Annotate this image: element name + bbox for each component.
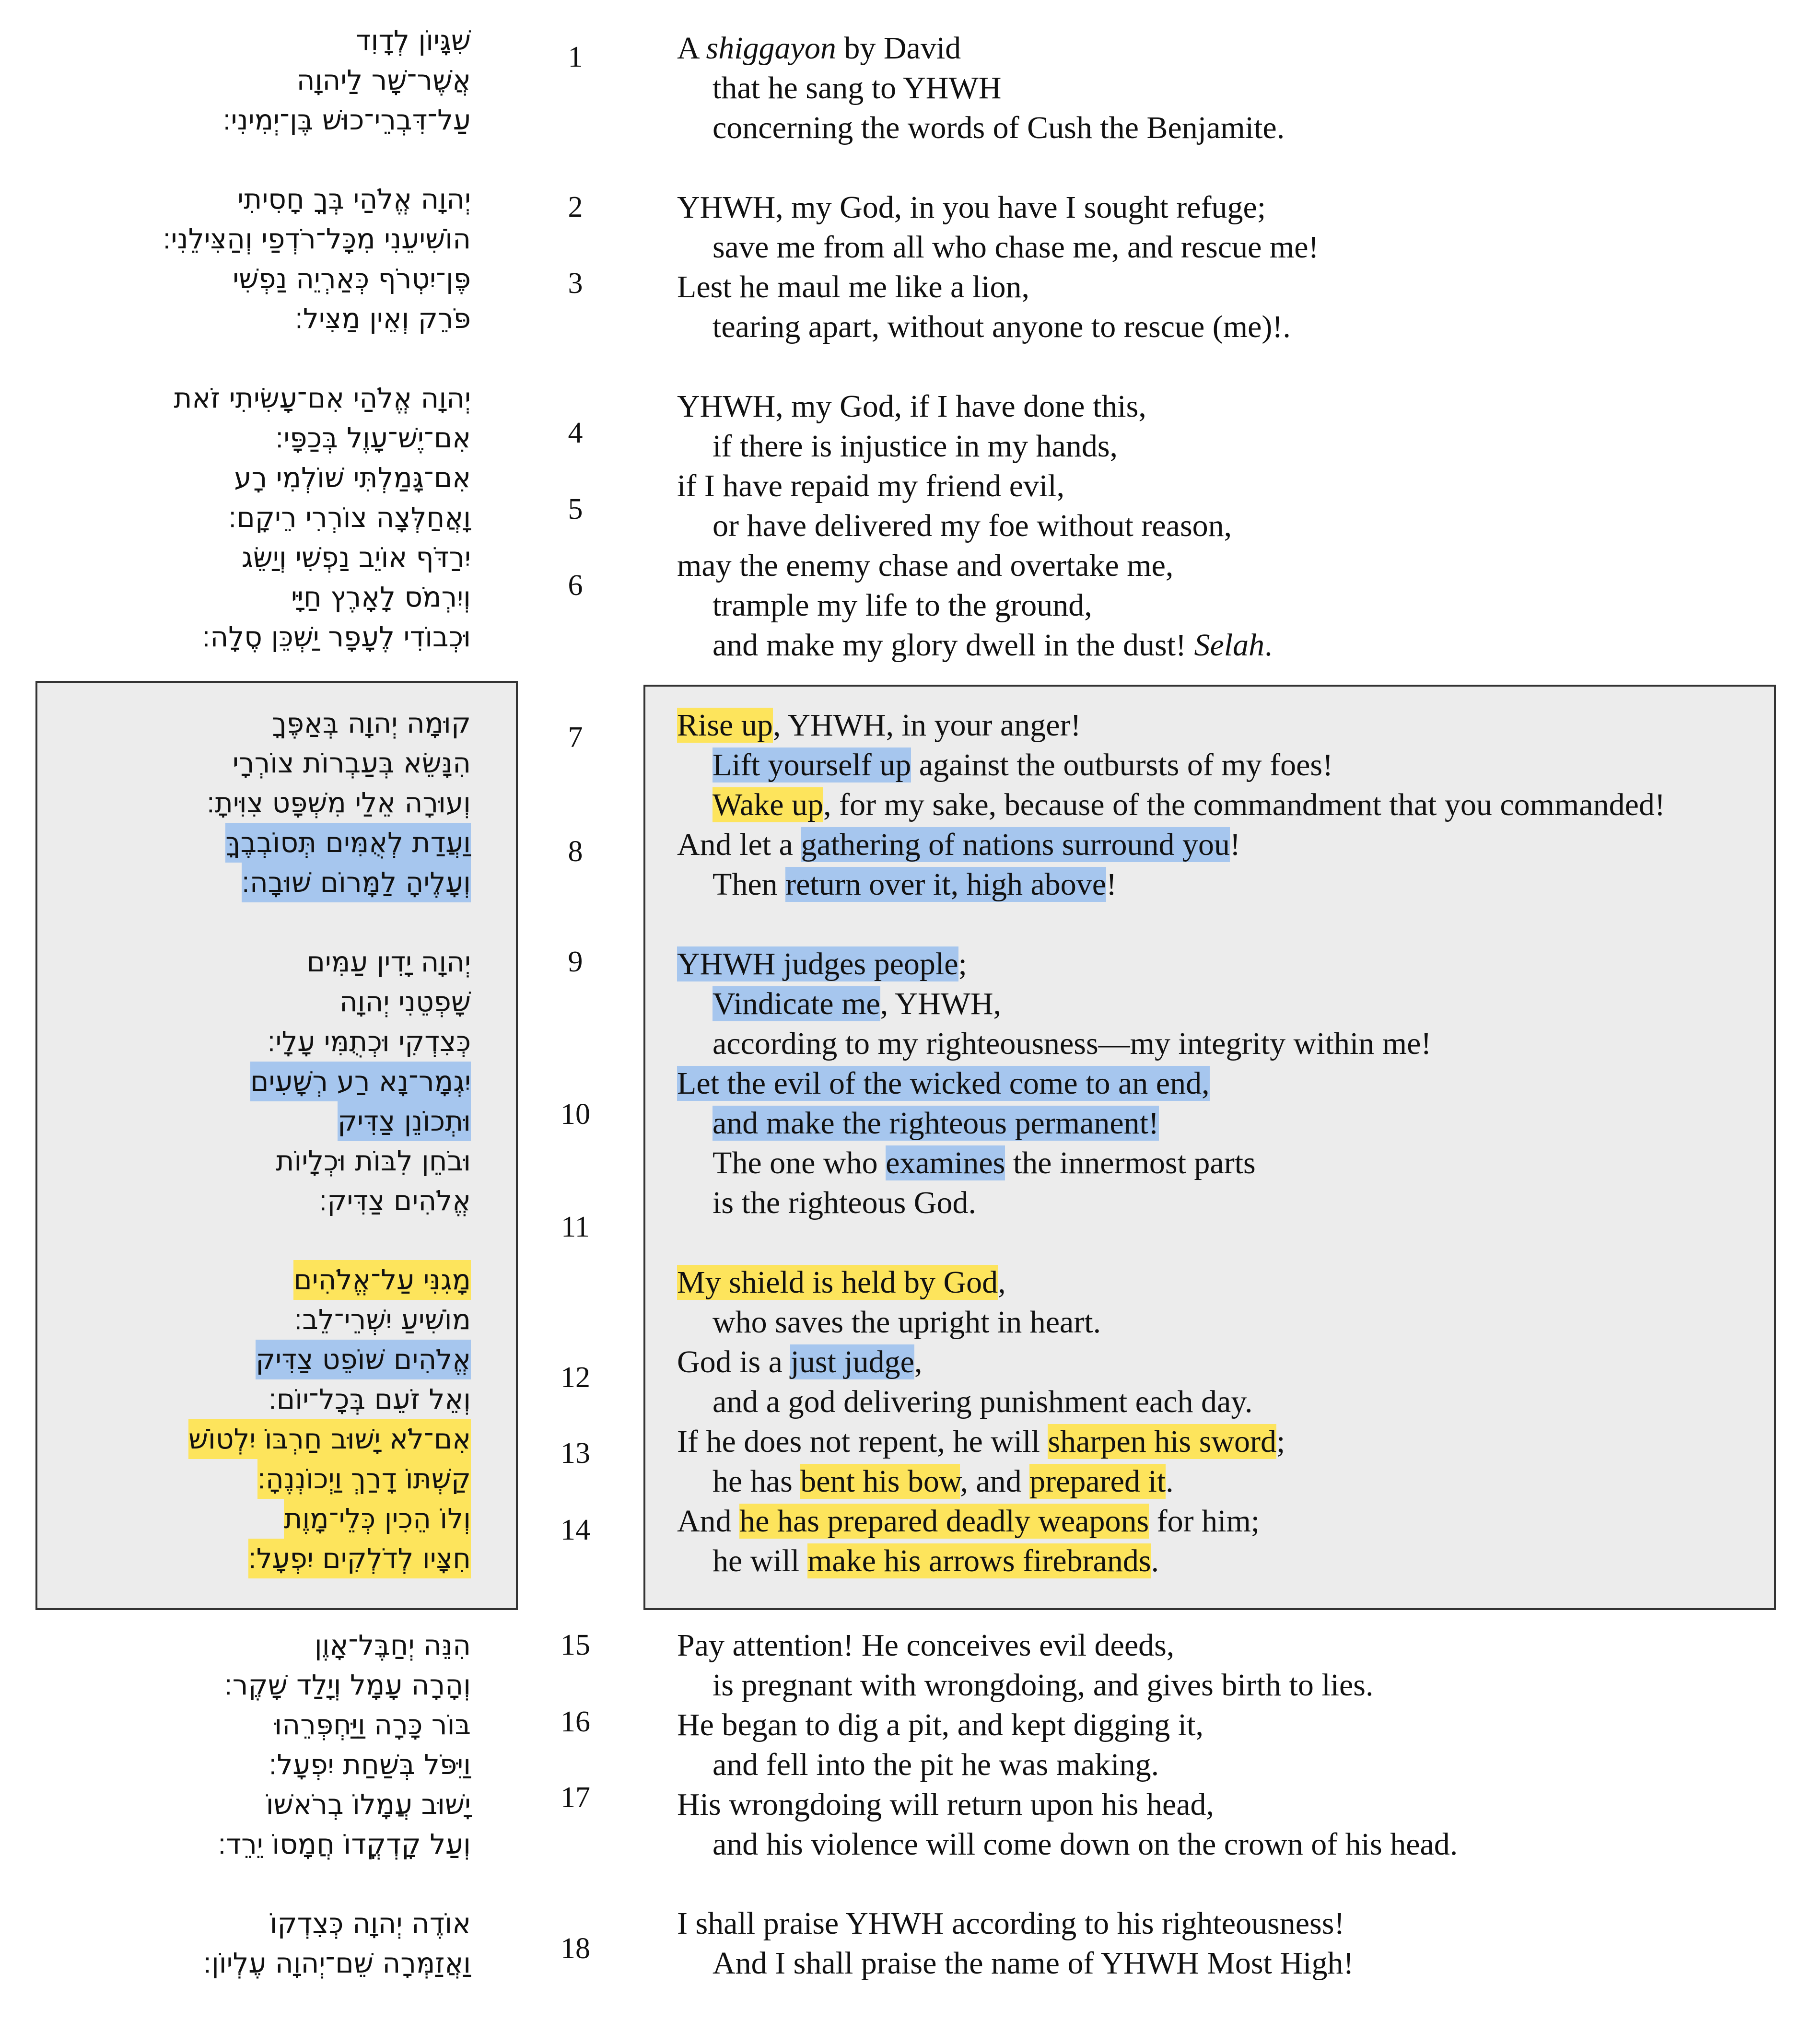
verse-number: 11 (561, 1211, 590, 1243)
highlight-blue: YHWH judges people (677, 946, 958, 981)
hebrew-line: וּבֹחֵן לִבּוֹת וּכְלָיוֹת (276, 1145, 471, 1177)
text: ; (958, 946, 967, 981)
english-line: is pregnant with wrongdoing, and gives birth to lies. (713, 1668, 1374, 1703)
hebrew-line: וְאֵל זֹעֵם בְּכָל־יוֹם׃ (268, 1383, 471, 1415)
hebrew-line: יְהוָה אֱלֹהַי אִם־עָשִׂיתִי זֹאת (174, 382, 471, 414)
highlight-blue: Lift yourself up (713, 748, 911, 783)
verse-number: 10 (561, 1098, 590, 1131)
hebrew-line: וְעוּרָה אֵלַי מִשְׁפָּט צִוִּיתָ׃ (206, 786, 471, 819)
hebrew-line: הִנֵּה יְחַבֶּל־אָוֶן (314, 1629, 471, 1661)
highlight-blue: gathering of nations surround you (801, 827, 1230, 862)
english-line: and fell into the pit he was making. (713, 1747, 1159, 1782)
english-line: if I have repaid my friend evil, (677, 468, 1065, 503)
text-italic: shiggayon (706, 31, 836, 66)
text: ! (1106, 867, 1117, 902)
english-line: save me from all who chase me, and rescue me! (713, 230, 1319, 265)
english-line (713, 1461, 1174, 1501)
verse-number: 2 (568, 191, 583, 223)
text: Then (713, 867, 786, 902)
hebrew-line: כְּצִדְקִי וּכְתֻמִּי עָלָי׃ (267, 1025, 471, 1058)
text: , (914, 1344, 923, 1379)
text: he will (713, 1543, 807, 1578)
highlight-yellow: make his arrows firebrands (807, 1543, 1151, 1578)
text: ! (1229, 827, 1240, 862)
text-italic: Selah (1194, 628, 1265, 663)
english-line (713, 984, 1001, 1024)
english-line: He began to dig a pit, and kept digging it, (677, 1707, 1203, 1742)
hebrew-line: שִׁגָּיוֹן לְדָוִד (355, 24, 471, 57)
hebrew-line: בּוֹר כָּרָה וַיַּחְפְּרֵהוּ (274, 1708, 471, 1741)
hebrew-line: אֲשֶׁר־שָׁר לַיהוָה (296, 64, 471, 96)
verse-number: 14 (561, 1514, 590, 1546)
highlight-yellow: Wake up (713, 787, 824, 822)
verse-number: 13 (561, 1437, 590, 1470)
english-line: concerning the words of Cush the Benjamite. (713, 110, 1285, 145)
hebrew-line: מוֹשִׁיעַ יִשְׁרֵי־לֵב׃ (294, 1303, 471, 1336)
english-line: And I shall praise the name of YHWH Most High! (713, 1946, 1354, 1981)
verse-number: 9 (568, 946, 583, 978)
verse-number: 17 (561, 1781, 590, 1814)
hebrew-line: יָשׁוּב עֲמָלוֹ בְרֹאשׁוֹ (266, 1788, 471, 1821)
hebrew-line-highlighted: וְעָלֶיהָ לַמָּרוֹם שׁוּבָה׃ (242, 863, 471, 902)
english-line: Lest he maul me like a lion, (677, 269, 1029, 304)
text: by David (836, 31, 961, 66)
text: , YHWH, (880, 986, 1002, 1021)
verse-number: 8 (568, 835, 583, 868)
highlight-yellow: he has prepared deadly weapons (739, 1504, 1149, 1539)
text: and make my glory dwell in the dust! (713, 628, 1194, 663)
english-line: tearing apart, without anyone to rescue (me)!. (713, 309, 1291, 344)
text: he has (713, 1464, 801, 1499)
english-line (713, 1541, 1159, 1581)
text: And let a (677, 827, 801, 862)
text: against the outbursts of my foes! (911, 748, 1333, 783)
text: A (677, 31, 706, 66)
english-line (713, 745, 1333, 785)
verse-number: 6 (568, 569, 583, 602)
english-line: trample my life to the ground, (713, 588, 1092, 623)
verse-number: 12 (561, 1361, 590, 1394)
english-line: His wrongdoing will return upon his head, (677, 1787, 1215, 1822)
hebrew-line-highlighted: וַעֲדַת לְאֻמִּים תְּסוֹבְבֶךָּ (225, 823, 471, 863)
english-line (677, 1063, 1210, 1103)
hebrew-line: יִרַדֹּף אוֹיֵב נַפְשִׁי וְיַשֵּׂג (241, 541, 471, 573)
english-line: I shall praise YHWH according to his righteousness! (677, 1906, 1345, 1941)
text: ; (1276, 1424, 1285, 1459)
english-line (677, 28, 961, 68)
hebrew-line: אֱלֹהִים צַדִּיק׃ (319, 1184, 471, 1217)
highlight-yellow: Rise up (677, 708, 773, 743)
hebrew-line: הוֹשִׁיעֵנִי מִכָּל־רֹדְפַי וְהַצִּילֵנִי׃ (163, 222, 471, 255)
highlight-yellow: sharpen his sword (1048, 1424, 1277, 1459)
english-line (713, 1143, 1256, 1183)
english-line: and a god delivering punishment each day. (713, 1384, 1253, 1419)
hebrew-line: וְיִרְמֹס לָאָרֶץ חַיָּי (291, 581, 471, 613)
english-line: or have delivered my foe without reason, (713, 508, 1232, 543)
highlight-blue: examines (886, 1145, 1005, 1180)
highlight-blue: just judge (790, 1344, 914, 1379)
english-line: who saves the upright in heart. (713, 1305, 1101, 1340)
text: the innermost parts (1005, 1145, 1256, 1180)
english-line (677, 705, 1081, 745)
hebrew-line: יְהוָה יָדִין עַמִּים (306, 946, 471, 978)
verse-number: 5 (568, 493, 583, 526)
verse-number: 4 (568, 417, 583, 449)
text: God is a (677, 1344, 791, 1379)
text: , (998, 1265, 1006, 1300)
english-line (677, 1342, 922, 1382)
english-line: may the enemy chase and overtake me, (677, 548, 1174, 583)
verse-number: 3 (568, 267, 583, 300)
highlight-yellow: bent his bow (800, 1464, 960, 1499)
hebrew-line-highlighted: יִגְמָר־נָא רַע רְשָׁעִים (250, 1062, 471, 1101)
english-line (677, 1422, 1285, 1461)
hebrew-line-highlighted: אֱלֹהִים שׁוֹפֵט צַדִּיק (256, 1340, 471, 1379)
english-line (713, 785, 1665, 825)
verse-number: 7 (568, 721, 583, 754)
english-line: YHWH, my God, if I have done this, (677, 389, 1146, 424)
verse-number: 1 (568, 41, 583, 73)
hebrew-line: וַאֲזַמְּרָה שֵׁם־יְהוָה עֶלְיוֹן׃ (203, 1947, 471, 1979)
hebrew-line: וְהָרָה עָמָל וְיָלַד שָׁקֶר׃ (224, 1669, 471, 1701)
text: for him; (1149, 1504, 1260, 1539)
english-line (677, 825, 1240, 864)
english-line (677, 944, 967, 984)
verse-number: 15 (561, 1629, 590, 1661)
hebrew-line-highlighted: אִם־לֹא יָשׁוּב חַרְבּוֹ יִלְטוֹשׁ (188, 1419, 471, 1459)
english-line (713, 864, 1117, 904)
highlight-blue: Let the evil of the wicked come to an end, (677, 1066, 1210, 1101)
text: , YHWH, in your anger! (772, 708, 1081, 743)
verse-number: 18 (561, 1932, 590, 1965)
highlight-blue: and make the righteous permanent! (713, 1106, 1159, 1141)
hebrew-line: פֹּרֵק וְאֵין מַצִּיל׃ (294, 302, 471, 335)
hebrew-line: הִנָּשֵׂא בְּעַבְרוֹת צוֹרְרָי (232, 747, 471, 779)
hebrew-line: אִם־יֶשׁ־עָוֶל בְּכַפָּי׃ (275, 421, 471, 454)
english-line: if there is injustice in my hands, (713, 429, 1118, 464)
hebrew-line-highlighted: קַשְׁתּוֹ דָרַךְ וַיְכוֹנְנֶהָ׃ (257, 1459, 471, 1499)
text: . (1166, 1464, 1174, 1499)
hebrew-line: וּכְבוֹדִי לֶעָפָר יַשְׁכֵּן סֶלָה׃ (202, 620, 471, 653)
hebrew-line-highlighted: חִצָּיו לְדֹלְקִים יִפְעָל׃ (248, 1539, 471, 1578)
hebrew-line-highlighted: וְלוֹ הֵכִין כְּלֵי־מָוֶת (284, 1499, 471, 1539)
text: . (1264, 628, 1273, 663)
english-line: Pay attention! He conceives evil deeds, (677, 1628, 1175, 1663)
hebrew-line-highlighted: וּתְכוֹנֵן צַדִּיק (338, 1101, 471, 1141)
english-line: and his violence will come down on the crown of his head. (713, 1827, 1458, 1862)
hebrew-line: וַיִּפֹּל בְּשַׁחַת יִפְעָל׃ (269, 1748, 471, 1781)
english-line: YHWH, my God, in you have I sought refuge; (677, 190, 1266, 225)
highlight-yellow: My shield is held by God (677, 1265, 998, 1300)
english-line: is the righteous God. (713, 1185, 976, 1220)
hebrew-line-highlighted: מָגִנִּי עַל־אֱלֹהִים (293, 1260, 471, 1300)
english-line (713, 625, 1273, 665)
verse-number: 16 (561, 1705, 590, 1738)
english-line (713, 1103, 1159, 1143)
text: And (677, 1504, 740, 1539)
hebrew-line: וְעַל קָדְקֳדוֹ חֲמָסוֹ יֵרֵד׃ (218, 1828, 471, 1860)
highlight-blue: Vindicate me (713, 986, 880, 1021)
text: , and (960, 1464, 1030, 1499)
english-line (677, 1501, 1260, 1541)
hebrew-line: אִם־גָּמַלְתִּי שׁוֹלְמִי רָע (234, 461, 471, 494)
hebrew-line: וָאֲחַלְּצָה צוֹרְרִי רֵיקָם׃ (228, 501, 471, 534)
english-line: according to my righteousness—my integrity within me! (713, 1026, 1432, 1061)
highlight-yellow: prepared it (1029, 1464, 1166, 1499)
hebrew-line: פֶּן־יִטְרֹף כְּאַרְיֵה נַפְשִׁי (233, 262, 471, 295)
hebrew-line: עַל־דִּבְרֵי־כוּשׁ בֶּן־יְמִינִי׃ (222, 104, 471, 136)
english-line: that he sang to YHWH (713, 70, 1002, 105)
text: , for my sake, because of the commandment that you commanded! (823, 787, 1665, 822)
hebrew-line: שָׁפְטֵנִי יְהוָה (339, 985, 471, 1018)
hebrew-line: קוּמָה יְהוָה בְּאַפֶּךָ (271, 707, 471, 739)
text: If he does not repent, he will (677, 1424, 1048, 1459)
text: . (1151, 1543, 1159, 1578)
highlight-blue: return over it, high above (785, 867, 1107, 902)
hebrew-line: אוֹדֶה יְהוָה כְּצִדְקוֹ (269, 1907, 471, 1939)
hebrew-line: יְהוָה אֱלֹהַי בְּךָ חָסִיתִי (237, 183, 471, 215)
english-line (677, 1262, 1006, 1302)
text: The one who (713, 1145, 886, 1180)
